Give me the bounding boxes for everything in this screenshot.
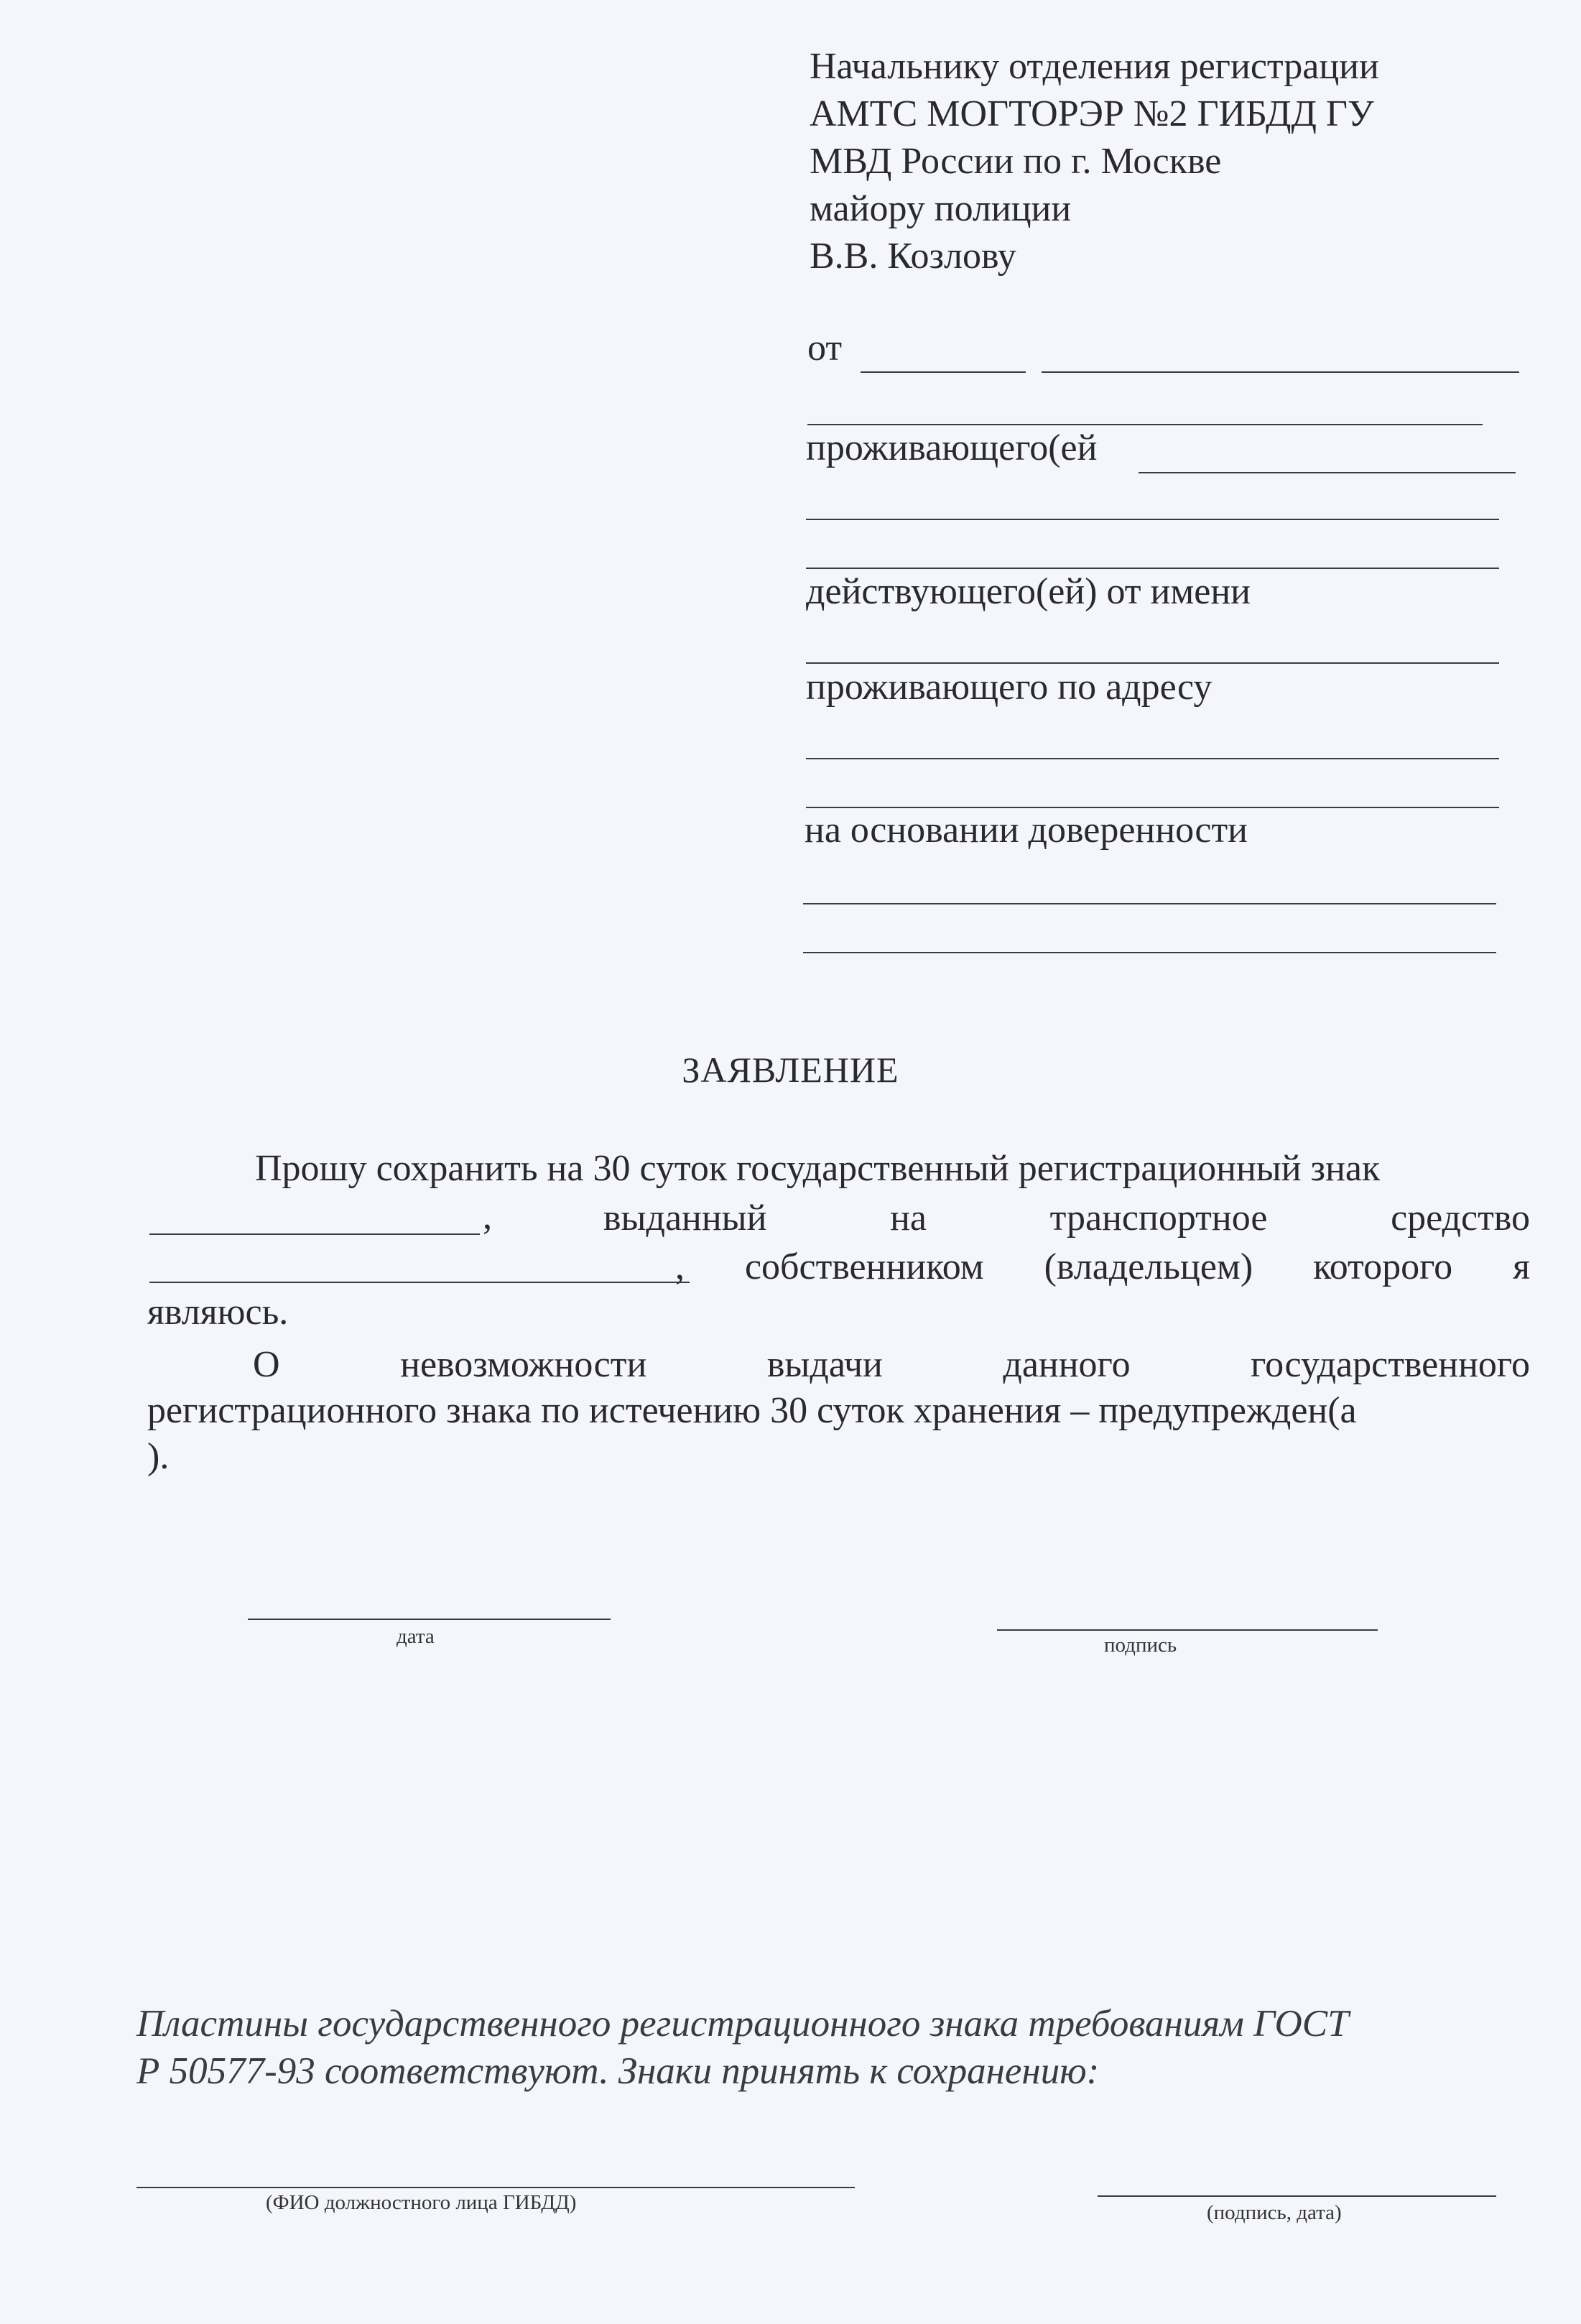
poa-blank-2[interactable] — [803, 952, 1496, 953]
official-sign-date-blank[interactable] — [1098, 2195, 1496, 2197]
official-note-line-2: Р 50577-93 соответствуют. Знаки принять к сохранению: — [136, 2050, 1100, 2092]
official-sign-date-caption: (подпись, дата) — [1207, 2201, 1342, 2224]
word: я — [1513, 1246, 1530, 1287]
body-p1-line-3 — [675, 1244, 1530, 1290]
word: , — [675, 1246, 685, 1287]
residing-blank-1[interactable] — [1139, 472, 1516, 473]
word: невозможности — [400, 1344, 647, 1385]
from-blank-short[interactable] — [861, 371, 1026, 373]
word: собственником — [744, 1246, 984, 1287]
body-p2-line-3: ). — [147, 1436, 170, 1477]
word: на — [890, 1198, 927, 1239]
word: выдачи — [766, 1344, 883, 1385]
official-fio-blank[interactable] — [136, 2187, 855, 2188]
plate-number-blank[interactable] — [149, 1233, 480, 1235]
body-p1-line-2 — [603, 1195, 1530, 1241]
body-p2-line-2: регистрационного знака по истечению 30 суток хранения – предупрежден(а — [147, 1390, 1357, 1431]
word: данного — [1003, 1344, 1131, 1385]
date-caption: дата — [397, 1625, 435, 1648]
from-blank-long[interactable] — [1042, 371, 1519, 373]
word: (владельцем) — [1044, 1246, 1253, 1287]
signature-caption: подпись — [1104, 1634, 1177, 1657]
acting-blank[interactable] — [806, 662, 1499, 664]
residing-blank-2[interactable] — [806, 519, 1499, 520]
word: средство — [1391, 1198, 1530, 1239]
residing-label: проживающего(ей — [806, 427, 1098, 468]
body-p1-line-1: Прошу сохранить на 30 суток государственный регистрационный знак — [255, 1148, 1381, 1189]
addressee-line-3: МВД России по г. Москве — [810, 141, 1222, 182]
body-p2-line-1 — [253, 1342, 1530, 1388]
addressee-line-1: Начальнику отделения регистрации — [810, 46, 1379, 87]
from-blank-line-2[interactable] — [807, 424, 1483, 425]
address-blank-1[interactable] — [806, 758, 1499, 759]
addressee-line-4: майору полиции — [810, 188, 1072, 229]
word: которого — [1313, 1246, 1453, 1287]
residing-blank-3[interactable] — [806, 568, 1499, 569]
word: О — [253, 1344, 280, 1385]
official-fio-caption: (ФИО должностного лица ГИБДД) — [266, 2191, 577, 2214]
signature-blank[interactable] — [997, 1629, 1378, 1631]
date-blank[interactable] — [248, 1619, 611, 1620]
from-label: от — [807, 328, 843, 369]
word: транспортное — [1049, 1198, 1268, 1239]
poa-label: на основании доверенности — [805, 810, 1248, 851]
poa-blank-1[interactable] — [803, 903, 1496, 904]
official-note-line-1: Пластины государственного регистрационного знака требованиям ГОСТ — [136, 2003, 1349, 2045]
acting-label: действующего(ей) от имени — [806, 571, 1251, 612]
addressee-line-2: АМТС МОГТОРЭР №2 ГИБДД ГУ — [810, 93, 1374, 134]
document-title: ЗАЯВЛЕНИЕ — [682, 1050, 899, 1090]
body-p1-line-4: являюсь. — [147, 1292, 289, 1333]
word: государственного — [1251, 1344, 1530, 1385]
body-p1-comma: , — [483, 1196, 492, 1237]
address-blank-2[interactable] — [806, 807, 1499, 808]
vehicle-blank[interactable] — [149, 1282, 690, 1283]
residing-address-label: проживающего по адресу — [806, 667, 1213, 708]
word: выданный — [603, 1198, 767, 1239]
addressee-line-5: В.В. Козлову — [810, 236, 1016, 277]
